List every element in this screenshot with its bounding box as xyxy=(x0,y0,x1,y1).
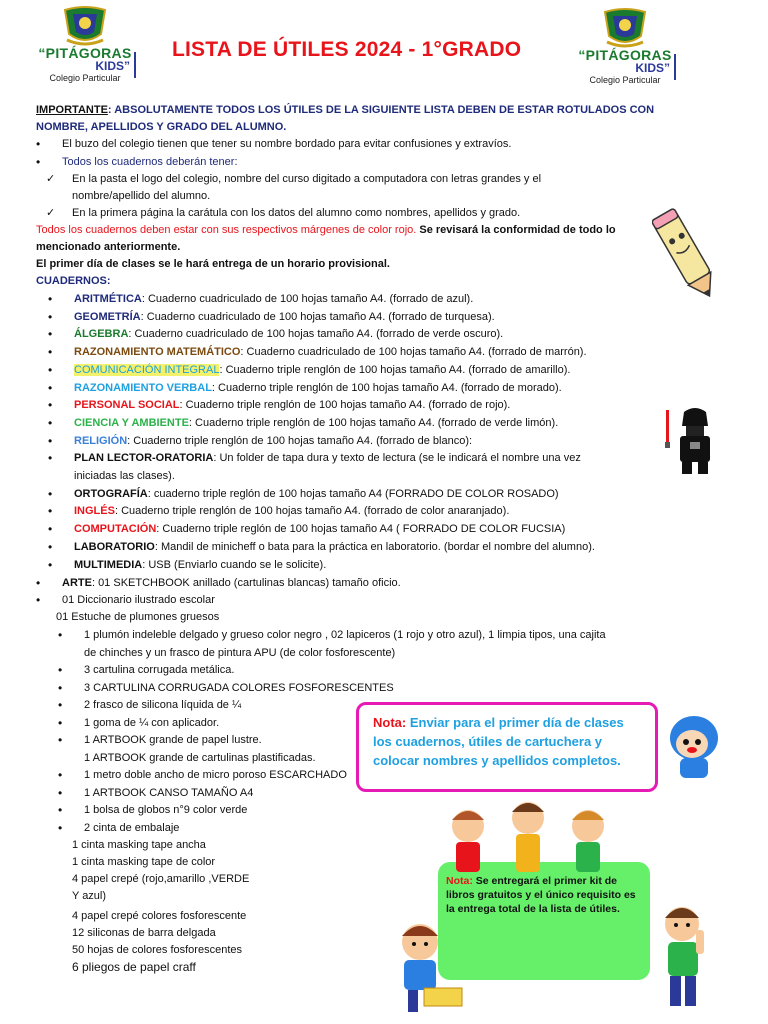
cuaderno-name: CIENCIA Y AMBIENTE xyxy=(74,416,189,429)
cuaderno-item xyxy=(74,434,472,449)
cuaderno-desc: Cuaderno cuadriculado de 100 hojas tamaño A4. (forrado de turquesa). xyxy=(143,310,495,323)
material-item-cont: de chinches y un frasco de pintura APU (de color fosforescente) xyxy=(84,646,396,659)
cuadernos-requirement: • Todos los cuadernos deberán tener: xyxy=(62,155,238,170)
cuaderno-item xyxy=(74,398,510,413)
cuaderno-desc: Cuaderno triple reglón de 100 hojas tamaño A4 ( FORRADO DE COLOR FUCSIA) xyxy=(159,523,566,536)
cuaderno-name: INGLÉS xyxy=(74,505,115,518)
arte-label: ARTE xyxy=(62,577,92,589)
arte-desc: : 01 SKETCHBOOK anillado (cartulinas blancas) tamaño oficio. xyxy=(91,577,401,589)
cuaderno-desc: Cuaderno triple renglón de 100 hojas tamaño A4. (forrado de rojo). xyxy=(182,399,511,412)
important-line-2: NOMBRE, APELLIDOS Y GRADO DEL ALUMNO. xyxy=(36,121,287,133)
cuaderno-item xyxy=(74,310,495,325)
cuaderno-desc: Cuaderno triple renglón de 100 hojas tamaño A4. (forrado de morado). xyxy=(214,381,562,394)
cuaderno-name: GEOMETRÍA xyxy=(74,310,141,323)
extra-item: 1 cinta masking tape de color xyxy=(72,856,216,868)
cuadernos-label: CUADERNOS: xyxy=(36,275,111,287)
cuaderno-desc: Cuaderno triple renglón de 100 hojas tamaño A4. (forrado de color anaranjado). xyxy=(118,505,510,518)
cuaderno-separator: : xyxy=(219,363,223,376)
school-logo-right xyxy=(570,6,680,92)
extra-item: 1 cinta masking tape ancha xyxy=(72,839,206,851)
cuaderno-desc: Un folder de tapa dura y texto de lectura (se le indicará el nombre una vez xyxy=(216,452,581,465)
brand-name-kids: KIDS” xyxy=(635,61,670,75)
crest-icon xyxy=(601,6,649,48)
cuaderno-name: ÁLGEBRA xyxy=(74,328,129,341)
arte-item xyxy=(62,576,401,591)
cuaderno-separator: : xyxy=(114,505,119,518)
brand-name-kids: KIDS” xyxy=(95,59,130,73)
cuaderno-name: COMPUTACIÓN xyxy=(74,523,157,536)
diccionario-item: • 01 Diccionario ilustrado escolar xyxy=(62,593,215,608)
brand-name: “PITÁGORAS xyxy=(38,45,132,61)
material-item: • 2 cinta de embalaje xyxy=(84,821,179,836)
cuaderno-item xyxy=(74,363,570,378)
cuaderno-item xyxy=(74,327,503,342)
brand-subtitle: Colegio Particular xyxy=(589,75,661,85)
extra-item: 4 papel crepé (rojo,amarillo ,VERDE xyxy=(72,873,250,885)
check-item-1-cont: nombre/apellido del alumno. xyxy=(72,190,211,202)
cuaderno-separator: : xyxy=(240,346,244,359)
cuaderno-desc: USB (Enviarlo cuando se le solicite). xyxy=(145,558,327,571)
material-item: • 1 bolsa de globos n°9 color verde xyxy=(84,803,247,818)
crest-icon xyxy=(61,4,109,46)
pocoyo-character-icon xyxy=(662,712,722,782)
extra-item: Y azul) xyxy=(72,890,107,902)
cuaderno-item xyxy=(74,504,509,519)
kids-group-illustration-icon xyxy=(368,796,648,872)
margins-line-2: mencionado anteriormente. xyxy=(36,241,181,253)
material-item: • 1 ARTBOOK grande de papel lustre. xyxy=(84,733,262,748)
buzo-note: • El buzo del colegio tienen que tener su nombre bordado para evitar confusiones y extravíos. xyxy=(62,137,511,152)
margins-line xyxy=(36,223,616,238)
cuaderno-item xyxy=(74,451,581,466)
cuaderno-name: RELIGIÓN xyxy=(74,434,128,447)
cuaderno-name: RAZONAMIENTO MATEMÁTICO xyxy=(74,346,241,359)
cuaderno-desc: Cuaderno cuadriculado de 100 hojas tamaño A4. (forrado de azul). xyxy=(144,293,474,305)
cuaderno-desc: Cuaderno cuadriculado de 100 hojas tamaño A4. (forrado de verde oscuro). xyxy=(131,328,504,341)
cuaderno-separator: : xyxy=(188,416,192,429)
note-label: Nota: xyxy=(446,875,473,887)
cuaderno-desc: cuaderno triple reglón de 100 hojas tamaño A4 (FORRADO DE COLOR ROSADO) xyxy=(150,487,559,500)
cuaderno-separator: : xyxy=(128,328,132,341)
school-logo-left xyxy=(30,4,140,90)
cuaderno-name: RAZONAMIENTO VERBAL xyxy=(74,381,212,394)
cuaderno-separator: : xyxy=(127,434,131,447)
cuaderno-separator: : xyxy=(147,487,151,500)
material-item: • 3 cartulina corrugada metálica. xyxy=(84,663,234,678)
schedule-note: El primer día de clases se le hará entrega de un horario provisional. xyxy=(36,258,390,270)
cuaderno-name: PLAN LECTOR-ORATORIA xyxy=(74,452,214,465)
brand-divider xyxy=(674,54,676,80)
cuaderno-name: ARITMÉTICA xyxy=(74,293,142,305)
extra-item: 4 papel crepé colores fosforescente xyxy=(72,910,247,922)
cuaderno-item xyxy=(74,522,565,537)
important-label: IMPORTANTE xyxy=(36,104,108,116)
material-item: • 3 CARTULINA CORRUGADA COLORES FOSFORESCENTES xyxy=(84,681,394,696)
material-item: • 1 goma de ¼ con aplicador. xyxy=(84,716,219,731)
cuaderno-separator: : xyxy=(211,381,215,394)
check-item-1: ✓ En la pasta el logo del colegio, nombre del curso digitado a computadora con letras grandes y el xyxy=(72,172,541,187)
note-text xyxy=(373,713,641,770)
waving-kid-illustration-icon xyxy=(648,900,718,1010)
cuaderno-desc-cont: iniciadas las clases). xyxy=(74,470,175,482)
material-item: • 1 plumón indeleble delgado y grueso color negro , 02 lapiceros (1 rojo y otro azul), 1 limpia tipos, una cajita xyxy=(84,628,606,643)
cuaderno-desc: Cuaderno cuadriculado de 100 hojas tamaño A4. (forrado de marrón). xyxy=(243,346,587,359)
cuaderno-separator: : xyxy=(179,399,183,412)
cuaderno-separator: : xyxy=(141,293,145,305)
cuaderno-name: LABORATORIO xyxy=(74,540,155,553)
cuaderno-name: PERSONAL SOCIAL xyxy=(74,399,180,412)
material-item: • 1 metro doble ancho de micro poroso ESCARCHADO xyxy=(84,768,347,783)
margins-bold-text: Se revisará la conformidad de todo lo xyxy=(416,224,616,236)
cuaderno-separator: : xyxy=(154,540,158,553)
cuaderno-desc: Cuaderno triple renglón de 100 hojas tamaño A4. (forrado de blanco): xyxy=(130,434,473,447)
brand-subtitle: Colegio Particular xyxy=(49,73,121,83)
cuaderno-item xyxy=(74,487,559,502)
cuaderno-item xyxy=(74,558,326,573)
page-title: LISTA DE ÚTILES 2024 - 1°GRADO xyxy=(172,38,522,61)
important-line xyxy=(36,103,654,118)
material-item-cont: 1 ARTBOOK grande de cartulinas plastificadas. xyxy=(84,751,316,764)
note-box-primary xyxy=(356,702,658,792)
cuaderno-item xyxy=(74,381,562,396)
extra-item: 50 hojas de colores fosforescentes xyxy=(72,944,242,956)
cuaderno-name: COMUNICACIÓN INTEGRAL xyxy=(74,363,220,376)
cuaderno-desc: Cuaderno triple renglón de 100 hojas tamaño A4. (forrado de amarillo). xyxy=(222,363,571,376)
reading-kid-illustration-icon xyxy=(384,916,464,1016)
extra-item: 12 siliconas de barra delgada xyxy=(72,927,216,939)
note-body: Se entregará el primer kit de libros gratuitos y el único requisito es la entrega total de la lista de útiles. xyxy=(446,875,636,915)
note-label: Nota: xyxy=(373,715,407,730)
cuaderno-separator: : xyxy=(213,452,217,465)
material-item: • 2 frasco de silicona líquida de ¼ xyxy=(84,698,241,713)
cuaderno-name: ORTOGRAFÍA xyxy=(74,487,148,500)
cuaderno-separator: : xyxy=(142,558,146,571)
cuaderno-name: MULTIMEDIA xyxy=(74,558,143,571)
cuaderno-separator: : xyxy=(140,310,144,323)
brand-name: “PITÁGORAS xyxy=(578,47,672,63)
note-body: Enviar para el primer día de clases los cuadernos, útiles de cartuchera y colocar nombres y apellidos completos. xyxy=(373,715,624,768)
cuaderno-item xyxy=(74,416,558,431)
cuaderno-item xyxy=(74,540,595,555)
cuaderno-desc: Mandil de minicheff o bata para la práctica en laboratorio. (bordar el nombre del alumno). xyxy=(157,540,595,553)
estuche-item: 01 Estuche de plumones gruesos xyxy=(56,611,220,623)
pencil-mascot-icon xyxy=(652,202,722,312)
note-text xyxy=(446,874,642,916)
cuaderno-item xyxy=(74,345,587,360)
check-item-2: ✓ En la primera página la carátula con los datos del alumno como nombres, apellidos y grado. xyxy=(72,206,520,221)
note-box-secondary xyxy=(438,862,650,980)
cuaderno-separator: : xyxy=(156,523,160,536)
margins-red-text: Todos los cuadernos deben estar con sus respectivos márgenes de color rojo. xyxy=(36,224,417,236)
important-text: : ABSOLUTAMENTE TODOS LOS ÚTILES DE LA SIGUIENTE LISTA DEBEN DE ESTAR ROTULADOS CON xyxy=(107,104,655,116)
cuaderno-item xyxy=(74,292,473,307)
brand-divider xyxy=(134,52,136,78)
extra-item: 6 pliegos de papel craff xyxy=(72,960,196,974)
darth-vader-toy-icon xyxy=(664,404,726,476)
cuaderno-desc: Cuaderno triple renglón de 100 hojas tamaño A4. (forrado de verde limón). xyxy=(191,416,559,429)
material-item: • 1 ARTBOOK CANSO TAMAÑO A4 xyxy=(84,786,253,801)
